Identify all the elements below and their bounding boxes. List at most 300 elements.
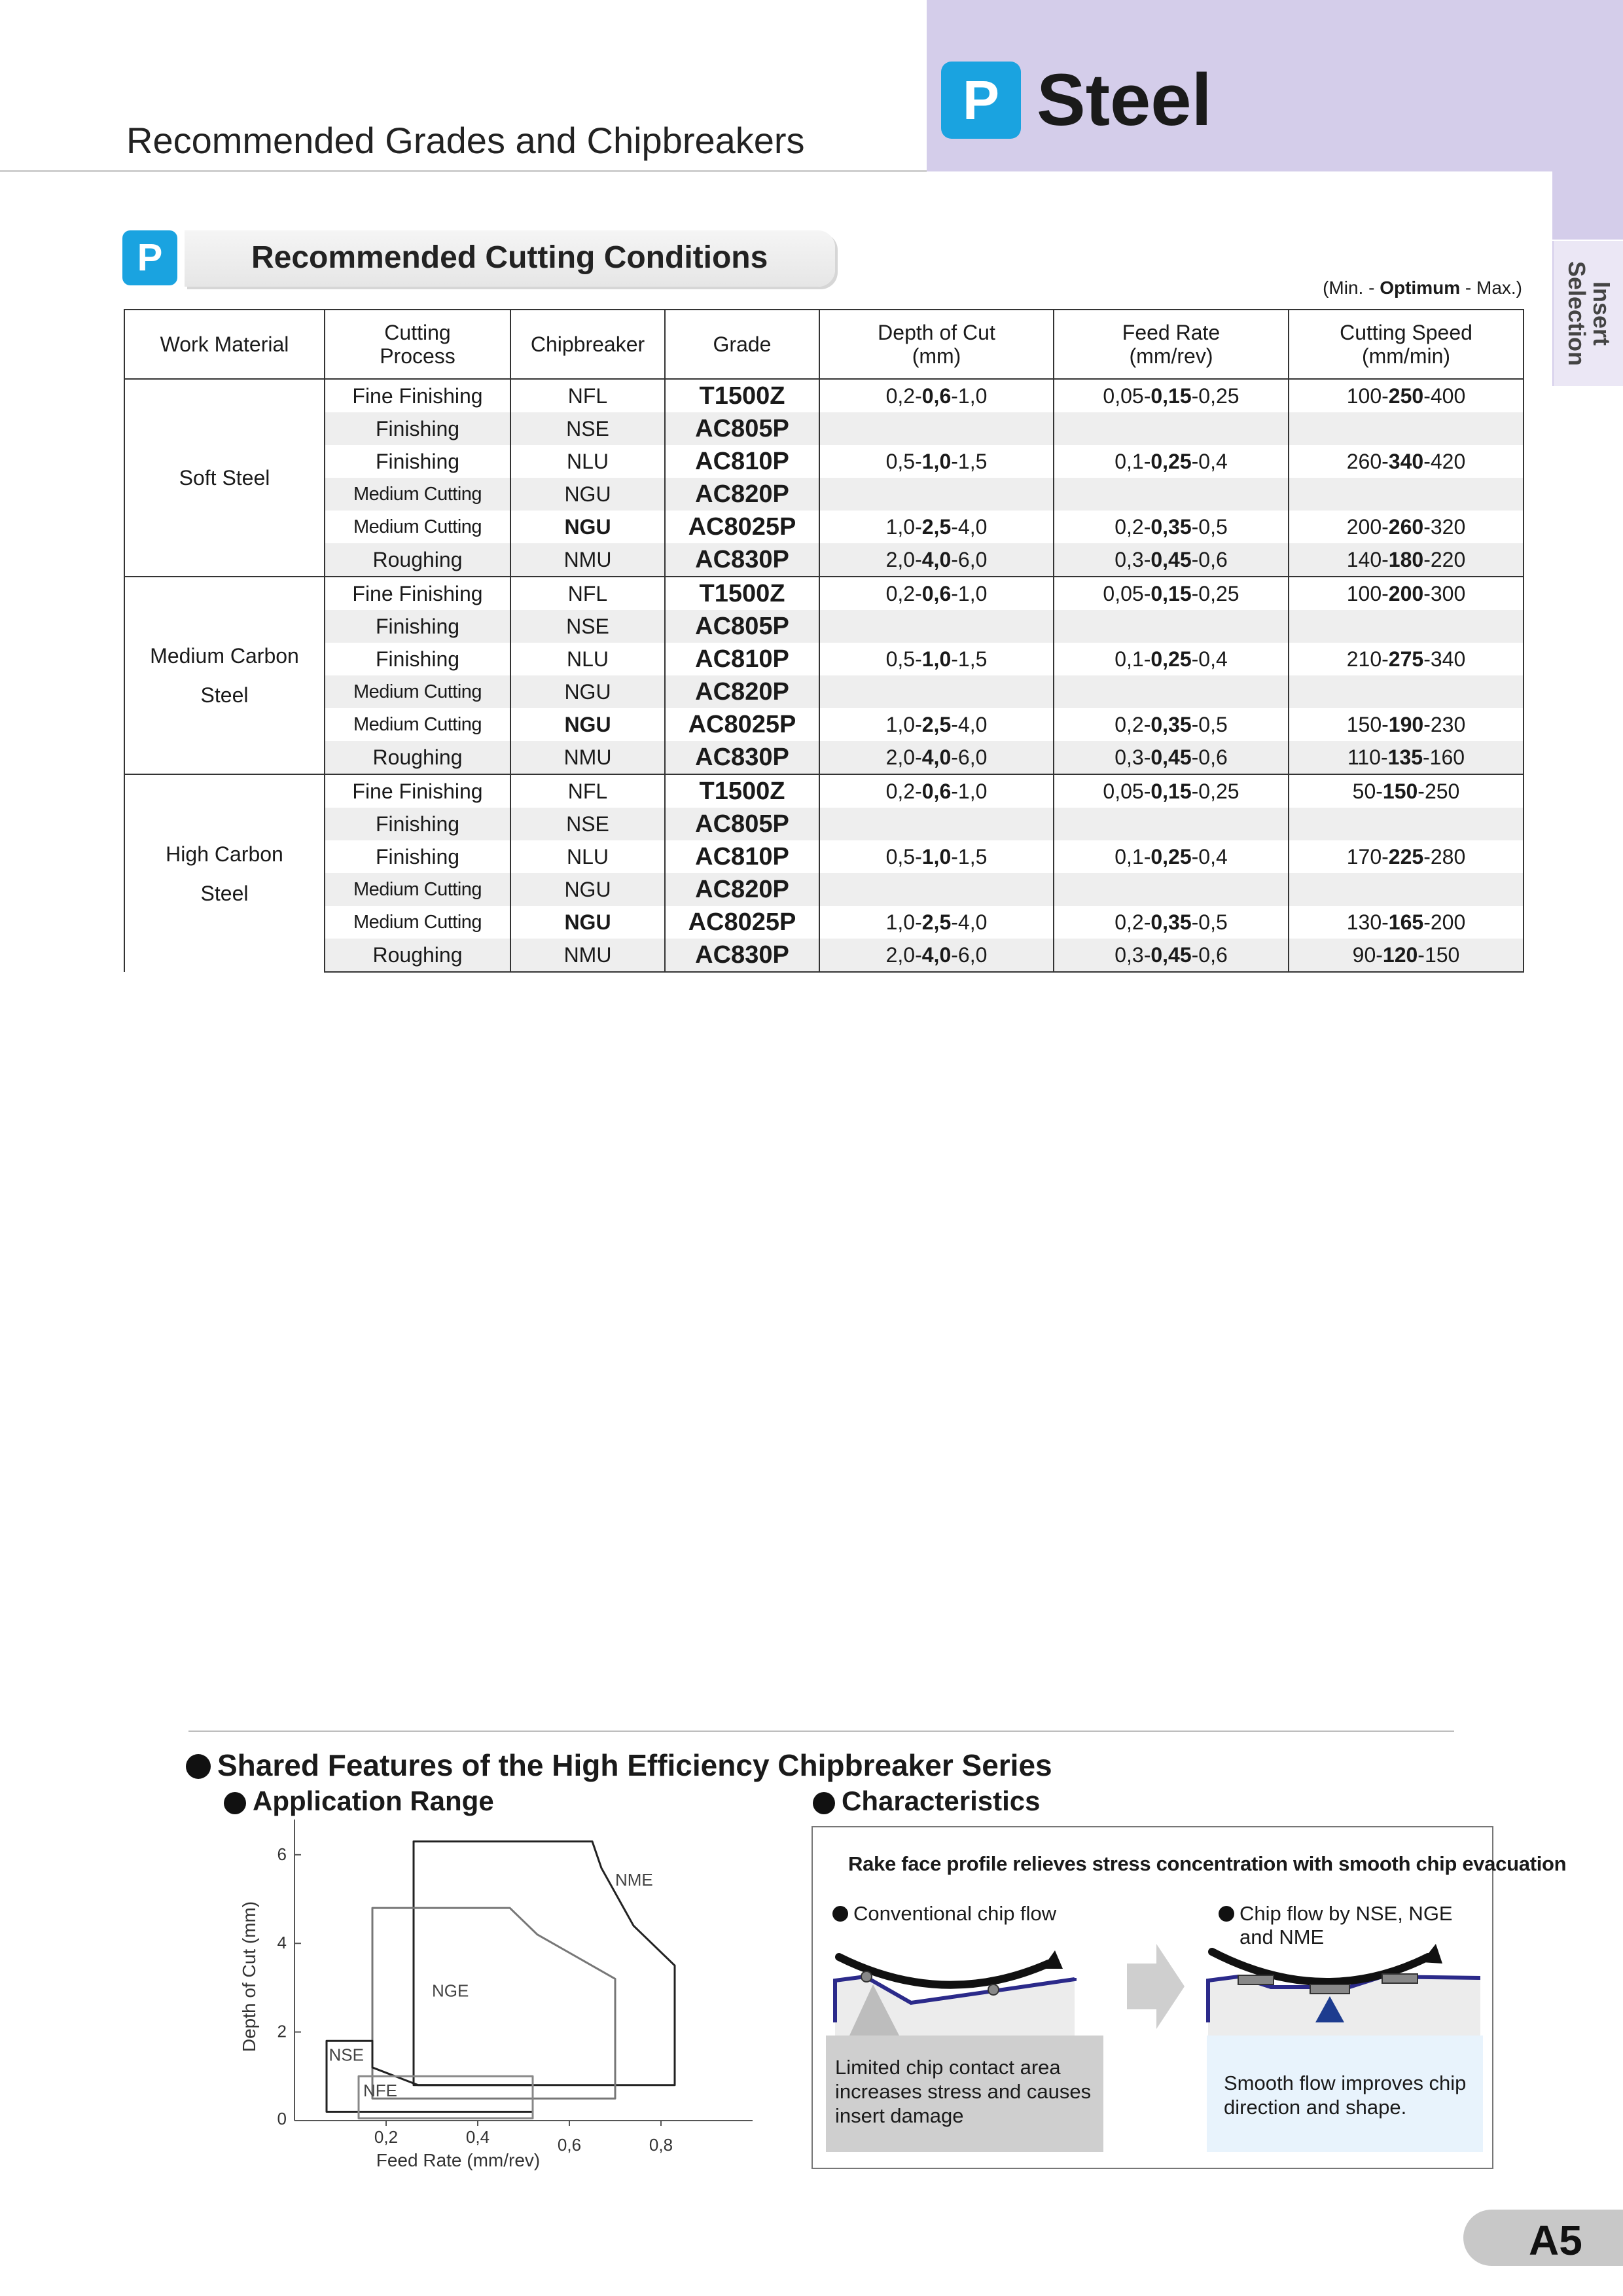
doc-max: -1,0 (951, 581, 988, 605)
range-label-nse: NSE (329, 2045, 364, 2065)
doc-cell (819, 412, 1054, 445)
feed-max: -0,5 (1191, 910, 1228, 934)
cutting-process-cell: Finishing (325, 412, 510, 445)
col-header-speed (1289, 310, 1524, 379)
table-header-row (124, 310, 1524, 379)
cutting-process-cell: Finishing (325, 445, 510, 478)
grade-cell: AC830P (665, 543, 819, 577)
col-header-process-l1: Cutting (384, 321, 451, 344)
contact-point-icon (988, 1984, 999, 1995)
nse-label-l2: and NME (1240, 1926, 1325, 1948)
feed-cell (1054, 675, 1289, 708)
feed-opt: 0,15 (1150, 581, 1192, 605)
table-row (124, 543, 1524, 577)
feed-min: 0,1- (1115, 647, 1151, 671)
contact-point-icon (861, 1971, 872, 1982)
speed-min: 100- (1346, 384, 1389, 408)
speed-cell (1289, 543, 1524, 577)
speed-cell (1289, 511, 1524, 543)
material-band (927, 0, 1623, 171)
feed-min: 0,2- (1115, 514, 1151, 539)
doc-cell (819, 445, 1054, 478)
doc-cell (819, 379, 1054, 412)
speed-min: 130- (1346, 910, 1389, 934)
col-header-feed-l2: (mm/rev) (1129, 344, 1213, 368)
table-row (124, 906, 1524, 939)
doc-cell (819, 906, 1054, 939)
cutting-process-cell: Finishing (325, 808, 510, 840)
doc-cell (819, 840, 1054, 873)
feed-opt: 0,45 (1150, 745, 1192, 769)
legend-prefix: (Min. - (1323, 278, 1380, 298)
section-title: Recommended Cutting Conditions (251, 240, 768, 275)
cutting-process-cell: Medium Cutting (325, 478, 510, 511)
doc-min: 0,2- (885, 779, 922, 803)
grade-cell: AC805P (665, 808, 819, 840)
y-tick-label: 4 (277, 1933, 287, 1953)
feed-opt: 0,45 (1150, 942, 1192, 967)
shared-features-title: Shared Features of the High Efficiency Chipbreaker Series (217, 1748, 1052, 1782)
doc-max: -1,5 (951, 844, 988, 869)
speed-cell (1289, 610, 1524, 643)
cutting-process-cell: Roughing (325, 939, 510, 972)
bottom-divider (188, 1731, 1454, 1732)
range-label-nge: NGE (432, 1981, 469, 2001)
speed-min: 210- (1346, 647, 1389, 671)
conventional-arrowhead-icon (1042, 1950, 1063, 1969)
side-tab-insert-selection[interactable] (1552, 241, 1623, 386)
chipbreaker-cell: NSE (510, 412, 665, 445)
doc-opt: 1,0 (921, 844, 952, 869)
table-row (124, 741, 1524, 774)
feed-min: 0,3- (1115, 745, 1151, 769)
grade-cell: AC8025P (665, 708, 819, 741)
feed-cell (1054, 610, 1289, 643)
speed-max: -150 (1418, 942, 1460, 967)
speed-cell (1289, 577, 1524, 610)
feed-cell (1054, 774, 1289, 808)
speed-max: -320 (1423, 514, 1466, 539)
feed-min: 0,2- (1115, 910, 1151, 934)
header-divider (0, 170, 927, 172)
contact-pad-icon (1382, 1974, 1418, 1983)
col-header-speed-l2: (mm/min) (1361, 344, 1451, 368)
cutting-process-cell: Finishing (325, 840, 510, 873)
feed-cell (1054, 412, 1289, 445)
doc-min: 2,0- (885, 745, 922, 769)
feed-opt: 0,45 (1150, 547, 1192, 571)
side-tab-line-2: Selection (1563, 260, 1590, 367)
feed-min: 0,1- (1115, 449, 1151, 473)
doc-max: -6,0 (951, 745, 988, 769)
table-row (124, 412, 1524, 445)
col-header-process-l2: Process (380, 344, 455, 368)
work-material-line: Soft Steel (179, 466, 270, 490)
feed-min: 0,05- (1103, 384, 1151, 408)
table-row (124, 840, 1524, 873)
feed-max: -0,6 (1191, 745, 1228, 769)
speed-max: -160 (1423, 745, 1465, 769)
col-header-feed (1054, 310, 1289, 379)
feed-opt: 0,35 (1150, 712, 1192, 736)
range-label-nfe: NFE (363, 2080, 397, 2100)
doc-opt: 2,5 (921, 712, 952, 736)
col-header-doc (819, 310, 1054, 379)
speed-cell (1289, 906, 1524, 939)
chipbreaker-cell: NLU (510, 840, 665, 873)
iso-p-badge: P (941, 62, 1021, 139)
chipbreaker-cell: NSE (510, 610, 665, 643)
doc-cell (819, 939, 1054, 972)
work-material-line: Medium Carbon (150, 644, 299, 668)
nse-label-l1: Chip flow by NSE, NGE (1240, 1902, 1453, 1925)
speed-opt: 165 (1388, 910, 1424, 934)
speed-min: 200- (1346, 514, 1389, 539)
grade-cell: T1500Z (665, 379, 819, 412)
speed-max: -230 (1423, 712, 1466, 736)
speed-opt: 340 (1388, 449, 1424, 473)
chipbreaker-cell: NFL (510, 774, 665, 808)
feed-opt: 0,35 (1150, 514, 1192, 539)
page-header-title: Recommended Grades and Chipbreakers (126, 120, 805, 161)
feed-cell (1054, 478, 1289, 511)
col-header-work-material: Work Material (124, 310, 325, 379)
doc-min: 0,2- (885, 384, 922, 408)
range-region-nge (372, 1908, 615, 2098)
grade-cell: AC8025P (665, 511, 819, 543)
legend-bold: Optimum (1380, 278, 1461, 298)
doc-opt: 0,6 (921, 581, 952, 605)
grade-cell: T1500Z (665, 577, 819, 610)
cutting-process-cell: Finishing (325, 610, 510, 643)
table-row (124, 610, 1524, 643)
speed-opt: 120 (1382, 942, 1418, 967)
col-header-grade: Grade (665, 310, 819, 379)
feed-cell (1054, 543, 1289, 577)
grade-cell: AC820P (665, 478, 819, 511)
speed-cell (1289, 643, 1524, 675)
work-material-line: Steel (200, 683, 249, 707)
cutting-process-cell: Fine Finishing (325, 577, 510, 610)
speed-opt: 260 (1388, 514, 1424, 539)
y-tick-label: 6 (277, 1844, 287, 1864)
cutting-process-cell: Fine Finishing (325, 379, 510, 412)
application-range-title: Application Range (253, 1785, 494, 1816)
doc-min: 1,0- (885, 712, 922, 736)
cutting-process-cell: Fine Finishing (325, 774, 510, 808)
speed-cell (1289, 675, 1524, 708)
feed-max: -0,4 (1191, 449, 1228, 473)
contact-pad-icon (1238, 1975, 1274, 1984)
chipbreaker-cell: NGU (510, 906, 665, 939)
chipbreaker-cell: NFL (510, 379, 665, 412)
doc-max: -6,0 (951, 547, 988, 571)
table-row (124, 808, 1524, 840)
bullet-icon (186, 1754, 211, 1779)
feed-min: 0,2- (1115, 712, 1151, 736)
doc-min: 1,0- (885, 514, 922, 539)
cutting-conditions-table (124, 309, 1524, 973)
doc-opt: 0,6 (921, 384, 952, 408)
side-tab-line-1: Insert (1588, 281, 1615, 346)
doc-max: -4,0 (951, 712, 988, 736)
grade-cell: T1500Z (665, 774, 819, 808)
speed-min: 150- (1346, 712, 1389, 736)
grade-cell: AC805P (665, 610, 819, 643)
speed-cell (1289, 840, 1524, 873)
speed-min: 50- (1352, 779, 1383, 803)
feed-cell (1054, 379, 1289, 412)
speed-opt: 250 (1388, 384, 1424, 408)
doc-opt: 1,0 (921, 449, 952, 473)
x-tick-label: 0,8 (649, 2135, 673, 2155)
doc-cell (819, 478, 1054, 511)
table-row (124, 939, 1524, 972)
doc-cell (819, 708, 1054, 741)
table-row (124, 873, 1524, 906)
doc-min: 0,5- (885, 647, 922, 671)
speed-cell (1289, 939, 1524, 972)
grade-cell: AC810P (665, 643, 819, 675)
col-header-feed-l1: Feed Rate (1122, 321, 1221, 344)
work-material-cell (124, 379, 325, 577)
legend-suffix: - Max.) (1460, 278, 1522, 298)
doc-opt: 4,0 (921, 942, 952, 967)
feed-cell (1054, 511, 1289, 543)
feed-max: -0,25 (1191, 384, 1240, 408)
col-header-chipbreaker: Chipbreaker (510, 310, 665, 379)
cutting-process-cell: Roughing (325, 543, 510, 577)
feed-cell (1054, 873, 1289, 906)
doc-cell (819, 610, 1054, 643)
doc-opt: 4,0 (921, 547, 952, 571)
feed-max: -0,6 (1191, 942, 1228, 967)
y-tick-label: 0 (277, 2109, 287, 2128)
characteristics-title: Characteristics (842, 1785, 1041, 1816)
speed-opt: 225 (1388, 844, 1424, 869)
doc-cell (819, 511, 1054, 543)
cutting-process-cell: Medium Cutting (325, 906, 510, 939)
doc-opt: 2,5 (921, 514, 952, 539)
bullet-icon (1219, 1906, 1234, 1922)
speed-cell (1289, 873, 1524, 906)
speed-opt: 200 (1388, 581, 1424, 605)
work-material-line: Steel (200, 881, 249, 905)
table-row (124, 511, 1524, 543)
feed-cell (1054, 577, 1289, 610)
feed-min: 0,3- (1115, 547, 1151, 571)
material-band-extension (1552, 171, 1623, 240)
feed-opt: 0,35 (1150, 910, 1192, 934)
chipbreaker-cell: NSE (510, 808, 665, 840)
speed-min: 140- (1346, 547, 1389, 571)
x-tick-label: 0,6 (557, 2135, 582, 2155)
speed-cell (1289, 478, 1524, 511)
cutting-process-cell: Medium Cutting (325, 873, 510, 906)
speed-opt: 180 (1388, 547, 1424, 571)
grade-cell: AC8025P (665, 906, 819, 939)
chip-flow-illustration (826, 1924, 1480, 2042)
feed-cell (1054, 643, 1289, 675)
grade-cell: AC820P (665, 873, 819, 906)
section-p-badge: P (122, 230, 177, 285)
chipbreaker-cell: NGU (510, 511, 665, 543)
feed-max: -0,4 (1191, 647, 1228, 671)
chipbreaker-cell: NLU (510, 445, 665, 478)
speed-max: -400 (1423, 384, 1466, 408)
table-row (124, 577, 1524, 610)
chipbreaker-cell: NLU (510, 643, 665, 675)
col-header-doc-l2: (mm) (912, 344, 961, 368)
bullet-icon (813, 1792, 835, 1814)
cutting-process-cell: Finishing (325, 643, 510, 675)
feed-min: 0,05- (1103, 581, 1151, 605)
speed-max: -220 (1423, 547, 1466, 571)
feed-opt: 0,15 (1150, 779, 1192, 803)
chipbreaker-cell: NFL (510, 577, 665, 610)
doc-min: 0,5- (885, 844, 922, 869)
feed-min: 0,05- (1103, 779, 1151, 803)
cutting-process-cell: Roughing (325, 741, 510, 774)
feed-opt: 0,15 (1150, 384, 1192, 408)
table-row (124, 445, 1524, 478)
grade-cell: AC830P (665, 939, 819, 972)
page-number: A5 (1529, 2217, 1582, 2264)
speed-max: -420 (1423, 449, 1466, 473)
chipbreaker-cell: NGU (510, 478, 665, 511)
nse-note: Smooth flow improves chip direction and shape. (1224, 2072, 1467, 2119)
feed-cell (1054, 840, 1289, 873)
chipbreaker-cell: NMU (510, 741, 665, 774)
doc-max: -4,0 (951, 910, 988, 934)
doc-min: 1,0- (885, 910, 922, 934)
feed-min: 0,3- (1115, 942, 1151, 967)
speed-cell (1289, 412, 1524, 445)
doc-max: -4,0 (951, 514, 988, 539)
cutting-process-cell: Medium Cutting (325, 511, 510, 543)
y-tick-label: 2 (277, 2021, 287, 2041)
feed-max: -0,5 (1191, 514, 1228, 539)
table-row (124, 379, 1524, 412)
feed-cell (1054, 445, 1289, 478)
speed-min: 260- (1346, 449, 1389, 473)
speed-max: -340 (1423, 647, 1466, 671)
bullet-icon (224, 1792, 246, 1814)
speed-opt: 150 (1382, 779, 1418, 803)
speed-cell (1289, 808, 1524, 840)
doc-min: 0,5- (885, 449, 922, 473)
grade-cell: AC810P (665, 445, 819, 478)
material-title: Steel (1037, 59, 1212, 141)
contact-pad-icon (1310, 1984, 1349, 1994)
feed-max: -0,5 (1191, 712, 1228, 736)
doc-opt: 2,5 (921, 910, 952, 934)
bullet-icon (832, 1906, 848, 1922)
nse-arrowhead-icon (1421, 1944, 1442, 1964)
speed-cell (1289, 774, 1524, 808)
speed-cell (1289, 445, 1524, 478)
speed-opt: 135 (1387, 745, 1423, 769)
grade-cell: AC810P (665, 840, 819, 873)
cutting-process-cell: Medium Cutting (325, 708, 510, 741)
feed-cell (1054, 808, 1289, 840)
speed-opt: 190 (1388, 712, 1424, 736)
col-header-speed-l1: Cutting Speed (1340, 321, 1472, 344)
speed-cell (1289, 379, 1524, 412)
chipbreaker-cell: NMU (510, 939, 665, 972)
table-row (124, 774, 1524, 808)
feed-max: -0,25 (1191, 581, 1240, 605)
table-row (124, 675, 1524, 708)
speed-max: -300 (1423, 581, 1466, 605)
chipbreaker-cell: NGU (510, 873, 665, 906)
x-axis-label: Feed Rate (mm/rev) (376, 2150, 541, 2170)
chipbreaker-cell: NGU (510, 708, 665, 741)
work-material-cell (124, 577, 325, 774)
feed-opt: 0,25 (1150, 449, 1192, 473)
doc-min: 2,0- (885, 547, 922, 571)
table-row (124, 643, 1524, 675)
grade-cell: AC820P (665, 675, 819, 708)
doc-max: -1,0 (951, 384, 988, 408)
chipbreaker-cell: NGU (510, 675, 665, 708)
feed-cell (1054, 708, 1289, 741)
doc-cell (819, 543, 1054, 577)
doc-cell (819, 675, 1054, 708)
feed-opt: 0,25 (1150, 844, 1192, 869)
speed-min: 90- (1352, 942, 1383, 967)
feed-cell (1054, 741, 1289, 774)
col-header-process (325, 310, 510, 379)
doc-cell (819, 741, 1054, 774)
conventional-chip-flow-label: Conventional chip flow (853, 1902, 1057, 1925)
characteristics-headline: Rake face profile relieves stress concentration with smooth chip evacuation (848, 1852, 1567, 1875)
doc-cell (819, 808, 1054, 840)
work-material-line: High Carbon (166, 842, 283, 866)
feed-max: -0,25 (1191, 779, 1240, 803)
doc-opt: 4,0 (921, 745, 952, 769)
feed-max: -0,6 (1191, 547, 1228, 571)
doc-cell (819, 643, 1054, 675)
grade-cell: AC830P (665, 741, 819, 774)
table-body (124, 379, 1524, 972)
grade-cell: AC805P (665, 412, 819, 445)
range-label-nme: NME (615, 1870, 653, 1890)
chipbreaker-cell: NMU (510, 543, 665, 577)
work-material-cell (124, 774, 325, 972)
speed-cell (1289, 741, 1524, 774)
x-tick-label: 0,4 (465, 2127, 490, 2147)
speed-opt: 275 (1388, 647, 1424, 671)
y-axis-label: Depth of Cut (mm) (239, 1901, 259, 2053)
doc-opt: 1,0 (921, 647, 952, 671)
transition-arrow-icon (1127, 1944, 1185, 2029)
doc-max: -1,0 (951, 779, 988, 803)
feed-cell (1054, 906, 1289, 939)
feed-max: -0,4 (1191, 844, 1228, 869)
speed-max: -250 (1418, 779, 1460, 803)
feed-opt: 0,25 (1150, 647, 1192, 671)
x-tick-label: 0,2 (374, 2127, 399, 2147)
doc-min: 2,0- (885, 942, 922, 967)
speed-max: -200 (1423, 910, 1466, 934)
doc-cell (819, 873, 1054, 906)
table-row (124, 478, 1524, 511)
cutting-process-cell: Medium Cutting (325, 675, 510, 708)
doc-opt: 0,6 (921, 779, 952, 803)
col-header-doc-l1: Depth of Cut (878, 321, 995, 344)
application-range-chart (236, 1820, 772, 2173)
